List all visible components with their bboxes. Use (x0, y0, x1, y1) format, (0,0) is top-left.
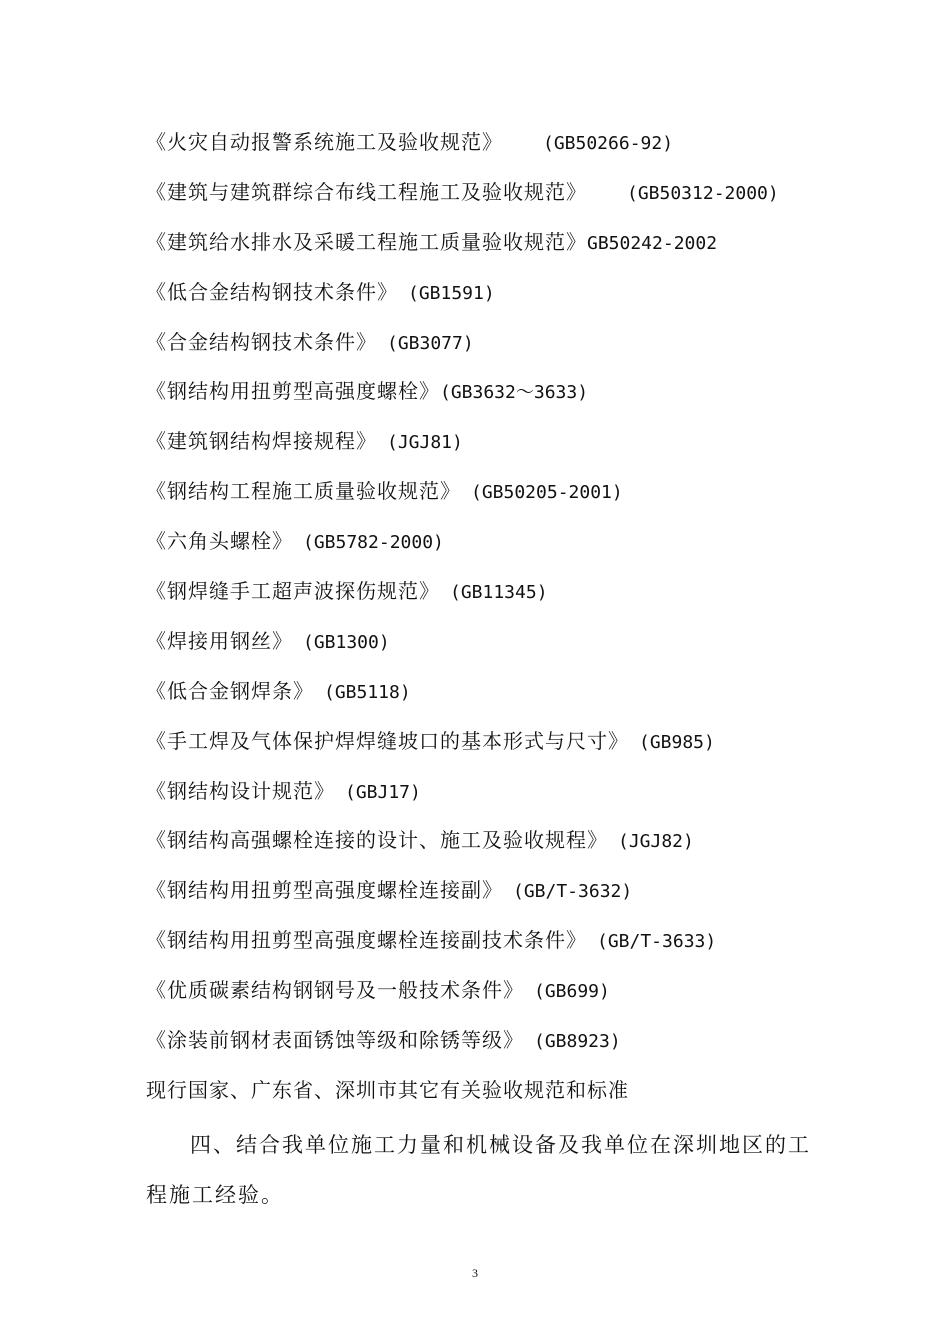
reference-code: (GB11345) (450, 582, 548, 604)
reference-code: (JGJ82) (618, 831, 694, 853)
reference-title: 《钢结构高强螺栓连接的设计、施工及验收规程》 (146, 828, 608, 853)
reference-title: 《钢结构设计规范》 (146, 778, 335, 803)
section-four-paragraph: 四、结合我单位施工力量和机械设备及我单位在深圳地区的工程施工经验。 (146, 1133, 811, 1207)
general-standards-note: 现行国家、广东省、深圳市其它有关验收规范和标准 (146, 1078, 629, 1102)
reference-title: 《手工焊及气体保护焊焊缝坡口的基本形式与尺寸》 (146, 728, 629, 753)
reference-title: 《钢结构用扭剪型高强度螺栓连接副技术条件》 (146, 928, 587, 953)
reference-code: (GB699) (534, 981, 610, 1003)
reference-code: (GBJ17) (345, 781, 421, 803)
reference-item (146, 224, 779, 274)
reference-item (146, 822, 779, 872)
reference-title: 《建筑与建筑群综合布线工程施工及验收规范》 (146, 179, 587, 204)
reference-code: (GB3077) (387, 332, 474, 354)
reference-code: (GB1591) (408, 282, 495, 304)
reference-item (146, 723, 779, 773)
reference-list (146, 124, 779, 1072)
reference-item (146, 174, 779, 224)
reference-item (146, 573, 779, 623)
reference-item (146, 922, 779, 972)
reference-title: 《优质碳素结构钢钢号及一般技术条件》 (146, 978, 524, 1003)
reference-title: 《合金结构钢技术条件》 (146, 329, 377, 354)
reference-code: (GB8923) (534, 1031, 621, 1053)
reference-code: (GB50312-2000) (627, 182, 779, 204)
reference-code: (GB1300) (303, 631, 390, 653)
reference-item (146, 274, 779, 324)
reference-code: (GB/T-3633) (597, 931, 717, 953)
reference-title: 《钢结构用扭剪型高强度螺栓》 (146, 379, 440, 404)
reference-code: (GB50266-92) (543, 133, 674, 154)
reference-item (146, 673, 779, 723)
reference-item (146, 473, 779, 523)
reference-title: 《钢结构用扭剪型高强度螺栓连接副》 (146, 878, 503, 903)
reference-title: 《焊接用钢丝》 (146, 628, 293, 653)
reference-code: (GB50205-2001) (471, 482, 623, 504)
reference-code: (GB985) (639, 731, 715, 753)
reference-item (146, 124, 779, 174)
reference-code: GB50242-2002 (587, 232, 718, 254)
reference-title: 《钢焊缝手工超声波探伤规范》 (146, 579, 440, 604)
reference-item (146, 972, 779, 1022)
reference-code: (GB5782-2000) (303, 532, 444, 554)
reference-code: (GB5118) (324, 681, 411, 703)
reference-title: 《火灾自动报警系统施工及验收规范》 (146, 130, 503, 154)
page-number: 3 (472, 1266, 478, 1280)
reference-item (146, 623, 779, 673)
reference-item (146, 1022, 779, 1072)
reference-item (146, 523, 779, 573)
reference-title: 《钢结构工程施工质量验收规范》 (146, 479, 461, 504)
reference-code: (GB3632～3633) (440, 382, 589, 404)
reference-title: 《低合金钢焊条》 (146, 678, 314, 703)
reference-item (146, 373, 779, 423)
reference-item (146, 324, 779, 374)
reference-title: 《涂装前钢材表面锈蚀等级和除锈等级》 (146, 1028, 524, 1053)
reference-code: (GB/T-3632) (513, 881, 633, 903)
reference-title: 《建筑钢结构焊接规程》 (146, 429, 377, 454)
reference-code: (JGJ81) (387, 432, 463, 454)
reference-title: 《六角头螺栓》 (146, 529, 293, 554)
reference-item (146, 423, 779, 473)
reference-item (146, 872, 779, 922)
reference-item (146, 773, 779, 823)
reference-title: 《低合金结构钢技术条件》 (146, 279, 398, 304)
reference-title: 《建筑给水排水及采暖工程施工质量验收规范》 (146, 229, 587, 254)
